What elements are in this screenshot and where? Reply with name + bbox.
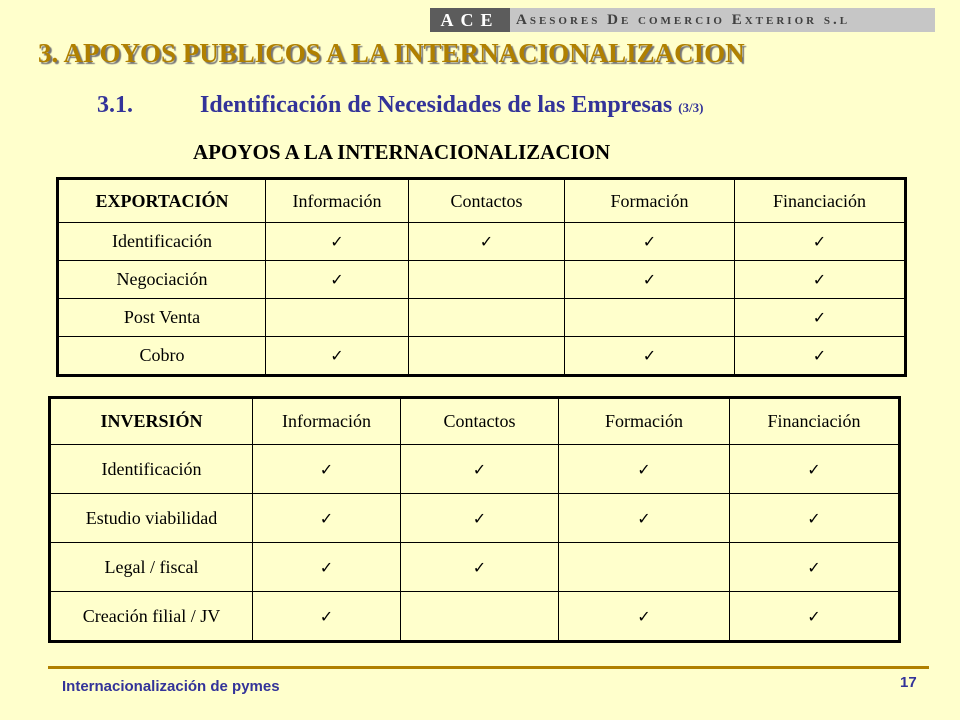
check-mark-icon: ✓ xyxy=(319,459,334,479)
table-cell xyxy=(735,299,906,337)
column-header: Contactos xyxy=(401,398,559,445)
check-mark-icon: ✓ xyxy=(812,232,827,251)
table-cell xyxy=(253,445,401,494)
table-cell xyxy=(401,592,559,642)
table-row xyxy=(50,445,900,494)
table-cell xyxy=(730,445,900,494)
table-cell xyxy=(565,223,735,261)
table-cell xyxy=(401,543,559,592)
table-cell xyxy=(730,592,900,642)
table-cell xyxy=(266,337,409,376)
footer-rule xyxy=(48,666,929,669)
check-mark-icon: ✓ xyxy=(472,557,487,577)
column-header: INVERSIÓN xyxy=(50,398,253,445)
column-header: Información xyxy=(266,179,409,223)
table-row xyxy=(58,337,906,376)
table-cell xyxy=(735,223,906,261)
table-cell xyxy=(565,261,735,299)
column-header: Financiación xyxy=(735,179,906,223)
table-row xyxy=(50,494,900,543)
check-mark-icon: ✓ xyxy=(637,606,651,626)
section-page-note: (3/3) xyxy=(678,100,704,115)
footer-text: Internacionalización de pymes xyxy=(62,678,280,695)
check-mark-icon: ✓ xyxy=(319,606,334,626)
page-number: 17 xyxy=(900,674,917,691)
table-cell xyxy=(266,261,409,299)
table-cell xyxy=(730,494,900,543)
table-cell xyxy=(409,337,565,376)
check-mark-icon: ✓ xyxy=(807,606,821,626)
export-support-table xyxy=(56,177,907,377)
table-row xyxy=(50,592,900,642)
check-mark-icon: ✓ xyxy=(330,270,344,289)
column-header: Financiación xyxy=(730,398,900,445)
row-label: Legal / fiscal xyxy=(50,543,253,592)
row-label: Negociación xyxy=(58,261,266,299)
check-mark-icon: ✓ xyxy=(472,459,487,479)
check-mark-icon: ✓ xyxy=(812,346,827,365)
check-mark-icon: ✓ xyxy=(807,459,821,479)
check-mark-icon: ✓ xyxy=(472,508,487,528)
row-label: Identificación xyxy=(50,445,253,494)
table-cell xyxy=(409,261,565,299)
row-label: Post Venta xyxy=(58,299,266,337)
section-number: 3.1. xyxy=(97,92,133,118)
check-mark-icon: ✓ xyxy=(812,270,827,289)
table-cell xyxy=(565,337,735,376)
table-header-row xyxy=(58,179,906,223)
column-header: Formación xyxy=(565,179,735,223)
check-mark-icon: ✓ xyxy=(642,346,657,365)
row-label: Identificación xyxy=(58,223,266,261)
table-header-row xyxy=(50,398,900,445)
check-mark-icon: ✓ xyxy=(637,459,651,479)
check-mark-icon: ✓ xyxy=(319,508,334,528)
check-mark-icon: ✓ xyxy=(479,232,494,251)
row-label: Creación filial / JV xyxy=(50,592,253,642)
investment-support-table xyxy=(48,396,901,643)
check-mark-icon: ✓ xyxy=(330,232,344,251)
table-row xyxy=(58,299,906,337)
table-cell xyxy=(266,223,409,261)
table-row xyxy=(58,223,906,261)
column-header: EXPORTACIÓN xyxy=(58,179,266,223)
row-label: Estudio viabilidad xyxy=(50,494,253,543)
table-cell xyxy=(735,261,906,299)
section-subtitle xyxy=(97,92,704,119)
table-heading: APOYOS A LA INTERNACIONALIZACION xyxy=(193,140,611,164)
table-row xyxy=(50,543,900,592)
company-name: Asesores De comercio Exterior s.l xyxy=(510,8,935,32)
check-mark-icon: ✓ xyxy=(807,557,821,577)
column-header: Contactos xyxy=(409,179,565,223)
table-cell xyxy=(735,337,906,376)
check-mark-icon: ✓ xyxy=(812,308,827,327)
check-mark-icon: ✓ xyxy=(330,346,344,365)
table-cell xyxy=(409,223,565,261)
check-mark-icon: ✓ xyxy=(637,508,651,528)
table-cell xyxy=(559,445,730,494)
page-title: 3. APOYOS PUBLICOS A LA INTERNACIONALIZACION xyxy=(38,38,745,68)
section-subtitle-text: Identificación de Necesidades de las Empresas xyxy=(200,92,673,118)
table-row xyxy=(58,261,906,299)
table-cell xyxy=(401,445,559,494)
check-mark-icon: ✓ xyxy=(642,270,657,289)
table-cell xyxy=(253,494,401,543)
table-cell xyxy=(401,494,559,543)
row-label: Cobro xyxy=(58,337,266,376)
table-cell xyxy=(409,299,565,337)
column-header: Formación xyxy=(559,398,730,445)
company-logo: ACE xyxy=(430,8,510,32)
table-cell xyxy=(559,592,730,642)
table-cell xyxy=(253,543,401,592)
check-mark-icon: ✓ xyxy=(807,508,821,528)
check-mark-icon: ✓ xyxy=(642,232,657,251)
table-cell xyxy=(565,299,735,337)
company-banner xyxy=(430,8,935,32)
table-cell xyxy=(559,494,730,543)
table-cell xyxy=(266,299,409,337)
check-mark-icon: ✓ xyxy=(319,557,334,577)
column-header: Información xyxy=(253,398,401,445)
table-cell xyxy=(559,543,730,592)
table-cell xyxy=(730,543,900,592)
table-cell xyxy=(253,592,401,642)
